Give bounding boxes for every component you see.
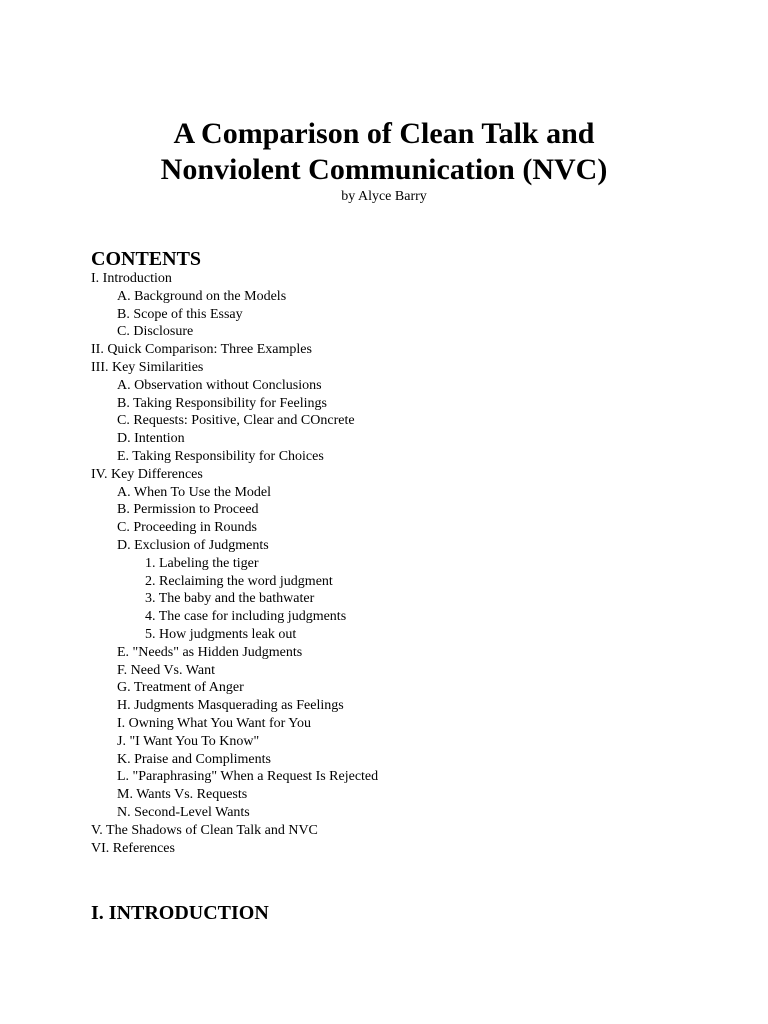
author-byline: by Alyce Barry xyxy=(341,189,427,204)
toc-item: I. Owning What You Want for You xyxy=(117,715,311,731)
toc-item: B. Taking Responsibility for Feelings xyxy=(117,395,327,411)
toc-item: G. Treatment of Anger xyxy=(117,680,244,696)
toc-item: III. Key Similarities xyxy=(91,359,204,375)
toc-item: J. "I Want You To Know" xyxy=(117,733,260,749)
table-of-contents xyxy=(91,270,731,857)
toc-item: A. When To Use the Model xyxy=(117,484,272,500)
toc-item: A. Observation without Conclusions xyxy=(117,377,322,393)
toc-item: B. Scope of this Essay xyxy=(117,306,243,322)
toc-item: C. Requests: Positive, Clear and COncrete xyxy=(117,413,355,429)
toc-item: 4. The case for including judgments xyxy=(145,609,347,625)
toc-item: C. Proceeding in Rounds xyxy=(117,520,257,536)
toc-item: A. Background on the Models xyxy=(117,288,287,304)
toc-item: 2. Reclaiming the word judgment xyxy=(145,573,333,589)
toc-item: 5. How judgments leak out xyxy=(145,626,297,642)
toc-item: B. Permission to Proceed xyxy=(117,502,259,518)
toc-item: II. Quick Comparison: Three Examples xyxy=(91,342,312,358)
toc-item: IV. Key Differences xyxy=(91,466,203,482)
toc-item: 3. The baby and the bathwater xyxy=(145,591,315,607)
toc-item: K. Praise and Compliments xyxy=(117,751,271,767)
document-title xyxy=(0,116,768,188)
toc-item: N. Second-Level Wants xyxy=(117,804,250,820)
toc-item: 1. Labeling the tiger xyxy=(145,555,259,571)
toc-item: F. Need Vs. Want xyxy=(117,662,215,678)
toc-item: VI. References xyxy=(91,840,175,856)
title-line-2: Nonviolent Communication (NVC) xyxy=(160,153,608,186)
toc-item: I. Introduction xyxy=(91,271,172,286)
contents-heading: CONTENTS xyxy=(91,248,202,270)
section-heading-introduction: I. INTRODUCTION xyxy=(91,902,269,924)
toc-item: M. Wants Vs. Requests xyxy=(117,787,248,803)
toc-item: D. Intention xyxy=(117,431,185,447)
toc-item: L. "Paraphrasing" When a Request Is Rejected xyxy=(117,769,379,785)
toc-item: H. Judgments Masquerading as Feelings xyxy=(117,698,344,714)
toc-item: E. "Needs" as Hidden Judgments xyxy=(117,644,303,660)
title-line-1: A Comparison of Clean Talk and xyxy=(173,117,595,150)
toc-item: E. Taking Responsibility for Choices xyxy=(117,448,324,464)
toc-item: V. The Shadows of Clean Talk and NVC xyxy=(91,822,318,838)
toc-item: D. Exclusion of Judgments xyxy=(117,537,269,553)
toc-item: C. Disclosure xyxy=(117,324,194,340)
